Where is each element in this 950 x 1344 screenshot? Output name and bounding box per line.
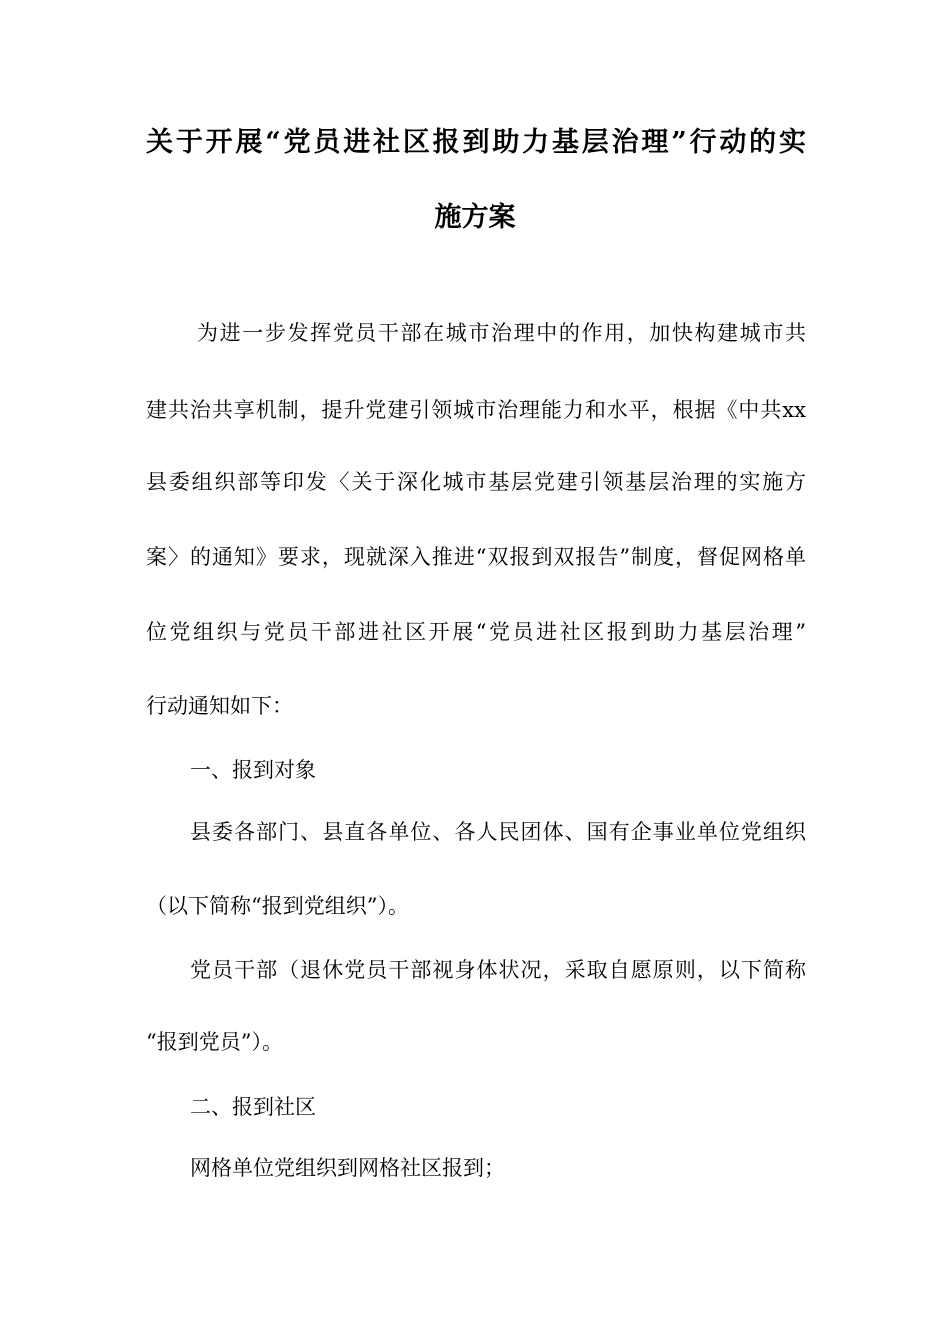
paragraph-line: 网格单位党组织到网格社区报到； [190, 1156, 505, 1180]
document-title-line-1: 关于开展“党员进社区报到助力基层治理”行动的实 [146, 127, 806, 158]
paragraph-line: 建共治共享机制，提升党建引领城市治理能力和水平，根据《中共xx [146, 398, 806, 422]
paragraph-line: “报到党员”）。 [146, 1030, 283, 1054]
document-title-line-2: 施方案 [434, 202, 516, 233]
paragraph-line: 行动通知如下： [146, 694, 293, 718]
paragraph-line: 案〉的通知》要求，现就深入推进“双报到双报告”制度，督促网格单 [146, 545, 806, 569]
paragraph-line: 县委各部门、县直各单位、各人民团体、国有企事业单位党组织 [190, 820, 806, 844]
section-heading: 一、报到对象 [190, 758, 316, 782]
section-heading: 二、报到社区 [190, 1095, 316, 1119]
paragraph-line: 为进一步发挥党员干部在城市治理中的作用，加快构建城市共 [197, 321, 806, 345]
paragraph-line: （以下简称“报到党组织”）。 [146, 894, 409, 918]
paragraph-line: 党员干部（退休党员干部视身体状况，采取自愿原则，以下简称 [190, 958, 806, 982]
paragraph-line: 位党组织与党员干部进社区开展“党员进社区报到助力基层治理” [146, 620, 806, 644]
paragraph-line: 县委组织部等印发〈关于深化城市基层党建引领基层治理的实施方 [146, 470, 806, 494]
